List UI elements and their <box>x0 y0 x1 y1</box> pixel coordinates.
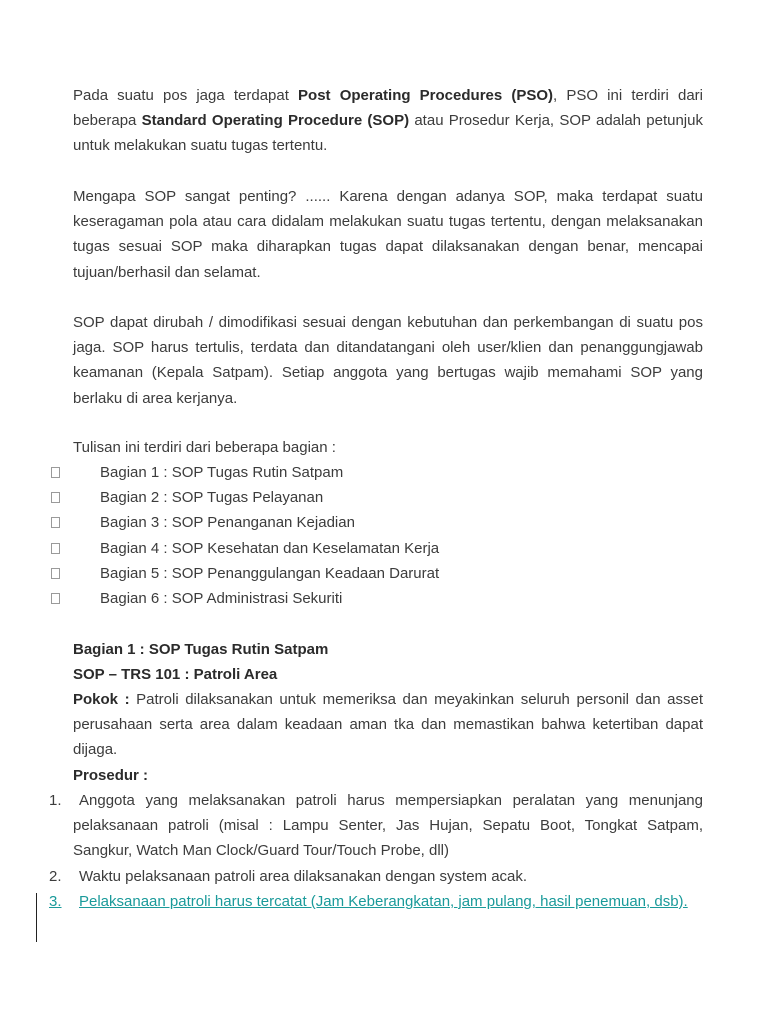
pso-term: Post Operating Procedures (PSO) <box>298 87 554 104</box>
bullet-icon <box>51 492 60 503</box>
list-item <box>0 460 768 485</box>
intro-paragraph-3: SOP dapat dirubah / dimodifikasi sesuai dengan kebutuhan dan perkembangan di suatu pos jaga. SOP harus tertulis, terdata dan ditandatangani oleh user/klien dan penanggungjawab keamanan (Kepala Satpam). Setiap anggota yang bertugas wajib memahami SOP yang berlaku di area kerjanya. <box>73 314 703 407</box>
intro-text: , PSO ini terdiri dari beberapa <box>73 87 703 130</box>
intro-paragraph-1 <box>73 83 703 159</box>
pokok-paragraph <box>73 687 703 763</box>
list-item <box>0 510 768 535</box>
step-number-link[interactable]: 3. <box>49 893 62 910</box>
list-item <box>0 586 768 611</box>
section-heading: Bagian 1 : SOP Tugas Rutin Satpam <box>73 641 329 658</box>
intro-paragraph-2: Mengapa SOP sangat penting? ...... Karena dengan adanya SOP, maka terdapat suatu keseragaman pola atau cara didalam melakukan suatu tugas tertentu, dengan melaksanakan tugas sesuai SOP maka diharapkan tugas dapat dilaksanakan dengan benar, mencapai tujuan/berhasil dan selamat. <box>73 188 703 281</box>
bullet-icon <box>51 467 60 478</box>
section-label: Bagian 2 : SOP Tugas Pelayanan <box>100 489 324 506</box>
step-number: 2. <box>49 868 62 885</box>
step-text <box>73 788 703 864</box>
intro-text: atau Prosedur Kerja, SOP adalah petunjuk untuk melakukan suatu tugas tertentu. <box>73 112 703 155</box>
intro-paragraph-4: Tulisan ini terdiri dari beberapa bagian : <box>73 439 336 456</box>
list-item <box>0 485 768 510</box>
step-text[interactable] <box>73 889 703 914</box>
step-number: 1. <box>49 792 62 809</box>
step-text <box>73 864 703 889</box>
bullet-icon <box>51 517 60 528</box>
list-item <box>0 561 768 586</box>
bullet-icon <box>51 568 60 579</box>
change-bar <box>36 893 37 942</box>
list-item <box>0 536 768 561</box>
step-text-content: Anggota yang melaksanakan patroli harus mempersiapkan peralatan yang menunjang pelaksanaan patroli (misal : Lampu Senter, Jas Hujan, Sepatu Boot, Tongkat Satpam, Sangkur, Watch Man Clock/Guard Tour/Touch Probe, dll) <box>73 792 703 860</box>
bullet-icon <box>51 543 60 554</box>
section-label: Bagian 1 : SOP Tugas Rutin Satpam <box>100 464 344 481</box>
section-label: Bagian 3 : SOP Penanganan Kejadian <box>100 514 355 531</box>
section-label: Bagian 5 : SOP Penanggulangan Keadaan Darurat <box>100 565 440 582</box>
step-link-text[interactable]: Pelaksanaan patroli harus tercatat (Jam Keberangkatan, jam pulang, hasil penemuan, dsb). <box>79 893 688 910</box>
section-label: Bagian 6 : SOP Administrasi Sekuriti <box>100 590 343 607</box>
bullet-icon <box>51 593 60 604</box>
intro-text: Pada suatu pos jaga terdapat <box>73 87 299 104</box>
sop-term: Standard Operating Procedure (SOP) <box>141 112 410 130</box>
pokok-label: Pokok : <box>73 691 130 708</box>
step-text-content: Waktu pelaksanaan patroli area dilaksanakan dengan system acak. <box>79 868 528 885</box>
pokok-text: Patroli dilaksanakan untuk memeriksa dan meyakinkan seluruh personil dan asset perusahaan serta area dalam keadaan aman tka dan memastikan bahwa ketertiban dapat dijaga. <box>73 691 703 759</box>
prosedur-label: Prosedur : <box>73 767 149 784</box>
section-label: Bagian 4 : SOP Kesehatan dan Keselamatan Kerja <box>100 540 440 557</box>
sop-code-heading: SOP – TRS 101 : Patroli Area <box>73 666 278 683</box>
